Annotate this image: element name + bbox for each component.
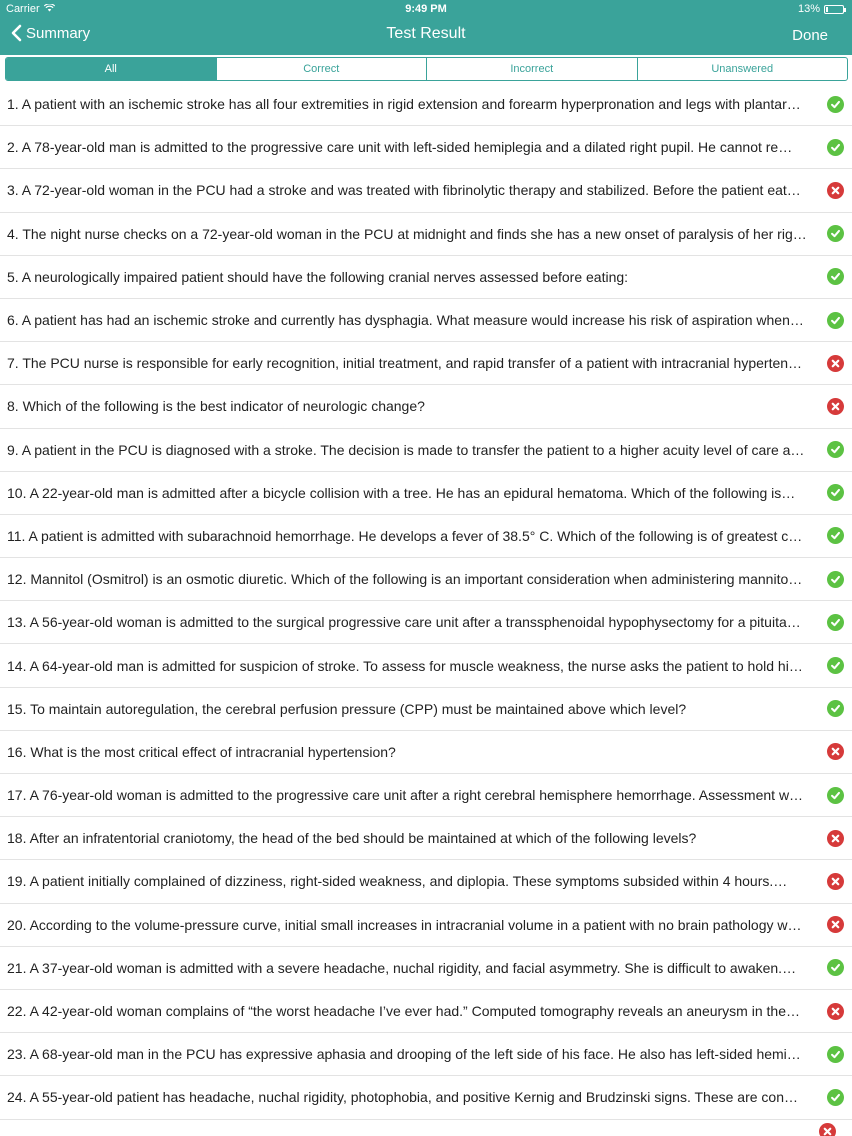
cross-icon	[819, 1123, 836, 1136]
question-row[interactable]	[0, 429, 852, 472]
question-row[interactable]	[0, 126, 852, 169]
question-row[interactable]	[0, 688, 852, 731]
check-icon	[827, 614, 844, 631]
question-text: 7. The PCU nurse is responsible for early recognition, initial treatment, and rapid transfer of a patient with intracranial hyperten…	[7, 355, 803, 372]
question-text: 1. A patient with an ischemic stroke has all four extremities in rigid extension and forearm hyperpronation and legs with plantar…	[7, 96, 801, 113]
question-text: 19. A patient initially complained of dizziness, right-sided weakness, and diplopia. These symptoms subsided within 4 hours.…	[7, 873, 788, 890]
question-row[interactable]	[0, 817, 852, 860]
check-icon	[827, 268, 844, 285]
segment-correct[interactable]: Correct	[217, 58, 428, 80]
question-text: 23. A 68-year-old man in the PCU has expressive aphasia and drooping of the left side of his face. He also has left-sided hemi…	[7, 1046, 801, 1063]
check-icon	[827, 571, 844, 588]
question-text: 17. A 76-year-old woman is admitted to the progressive care unit after a right cerebral hemisphere hemorrhage. Assessment w…	[7, 787, 804, 804]
filter-segmented-control	[5, 57, 848, 81]
battery-icon	[824, 5, 844, 14]
question-row[interactable]	[0, 1076, 852, 1119]
question-text: 8. Which of the following is the best indicator of neurologic change?	[7, 398, 425, 415]
back-label: Summary	[26, 24, 91, 42]
segment-all[interactable]: All	[6, 58, 217, 80]
question-row[interactable]	[0, 774, 852, 817]
question-text: 15. To maintain autoregulation, the cerebral perfusion pressure (CPP) must be maintained above which level?	[7, 700, 687, 717]
check-icon	[827, 312, 844, 329]
cross-icon	[827, 916, 844, 933]
question-text: 5. A neurologically impaired patient should have the following cranial nerves assessed before eating:	[7, 268, 629, 285]
check-icon	[827, 959, 844, 976]
question-text: 2. A 78-year-old man is admitted to the progressive care unit with left-sided hemiplegia and a dilated right pupil. He cannot re…	[7, 139, 793, 156]
question-row[interactable]	[0, 342, 852, 385]
question-text: 21. A 37-year-old woman is admitted with a severe headache, nuchal rigidity, and facial asymmetry. She is difficult to awaken.…	[7, 959, 797, 976]
status-time: 9:49 PM	[405, 3, 447, 15]
question-row[interactable]	[0, 990, 852, 1033]
status-right	[798, 3, 844, 15]
battery-percent: 13%	[797, 3, 820, 15]
cross-icon	[827, 182, 844, 199]
question-row[interactable]	[0, 385, 852, 428]
header	[0, 0, 852, 55]
question-row[interactable]	[0, 860, 852, 903]
question-row[interactable]	[0, 169, 852, 212]
check-icon	[827, 225, 844, 242]
cross-icon	[827, 1003, 844, 1020]
question-row-partial[interactable]	[0, 1120, 852, 1136]
question-row[interactable]	[0, 256, 852, 299]
back-button[interactable]	[10, 24, 90, 42]
question-text: 12. Mannitol (Osmitrol) is an osmotic diuretic. Which of the following is an important consideration when administering mannito…	[7, 571, 803, 588]
question-row[interactable]	[0, 515, 852, 558]
segment-incorrect[interactable]: Incorrect	[427, 58, 638, 80]
question-text: 9. A patient in the PCU is diagnosed with a stroke. The decision is made to transfer the patient to a higher acuity level of care a…	[7, 441, 805, 458]
question-row[interactable]	[0, 601, 852, 644]
carrier-label: Carrier	[6, 3, 40, 15]
question-text: 10. A 22-year-old man is admitted after a bicycle collision with a tree. He has an epidural hematoma. Which of the following is…	[7, 484, 796, 501]
question-text: 6. A patient has had an ischemic stroke and currently has dysphagia. What measure would increase his risk of aspiration when…	[7, 312, 804, 329]
question-text: 11. A patient is admitted with subarachnoid hemorrhage. He develops a fever of 38.5° C. Which of the following is of greatest c…	[7, 527, 803, 544]
question-text: 13. A 56-year-old woman is admitted to the surgical progressive care unit after a transsphenoidal hypophysectomy for a pituita…	[7, 614, 801, 631]
status-bar	[0, 0, 852, 18]
question-row[interactable]	[0, 1033, 852, 1076]
chevron-left-icon	[10, 24, 22, 42]
done-button[interactable]: Done	[792, 27, 828, 44]
question-text: 18. After an infratentorial craniotomy, the head of the bed should be maintained at which of the following levels?	[7, 830, 697, 847]
question-row[interactable]	[0, 83, 852, 126]
question-text: 4. The night nurse checks on a 72-year-old woman in the PCU at midnight and finds she has a new onset of paralysis of her rig…	[7, 225, 807, 242]
cross-icon	[827, 355, 844, 372]
check-icon	[827, 527, 844, 544]
question-text: 20. According to the volume-pressure curve, initial small increases in intracranial volume in a patient with no brain pathology w…	[7, 916, 802, 933]
check-icon	[827, 441, 844, 458]
cross-icon	[827, 830, 844, 847]
check-icon	[827, 657, 844, 674]
question-row[interactable]	[0, 644, 852, 687]
check-icon	[827, 484, 844, 501]
battery-fill	[826, 7, 828, 12]
cross-icon	[827, 398, 844, 415]
question-row[interactable]	[0, 558, 852, 601]
question-text: 16. What is the most critical effect of intracranial hypertension?	[7, 743, 396, 760]
question-row[interactable]	[0, 904, 852, 947]
check-icon	[827, 700, 844, 717]
question-list	[0, 83, 852, 1136]
page-title: Test Result	[386, 25, 466, 42]
check-icon	[827, 96, 844, 113]
question-text: 24. A 55-year-old patient has headache, nuchal rigidity, photophobia, and positive Kernig and Brudzinski signs. These are con…	[7, 1089, 798, 1106]
question-row[interactable]	[0, 947, 852, 990]
check-icon	[827, 1046, 844, 1063]
question-row[interactable]	[0, 299, 852, 342]
segment-unanswered[interactable]: Unanswered	[711, 63, 774, 75]
question-row[interactable]	[0, 213, 852, 256]
question-text: 14. A 64-year-old man is admitted for suspicion of stroke. To assess for muscle weakness, the nurse asks the patient to hold hi…	[7, 657, 803, 674]
question-text: 3. A 72-year-old woman in the PCU had a stroke and was treated with fibrinolytic therapy and stabilized. Before the patient eat…	[7, 182, 801, 199]
question-row[interactable]	[0, 472, 852, 515]
cross-icon	[827, 743, 844, 760]
check-icon	[827, 139, 844, 156]
question-row[interactable]	[0, 731, 852, 774]
check-icon	[827, 787, 844, 804]
question-text: 22. A 42-year-old woman complains of “the worst headache I’ve ever had.” Computed tomography reveals an aneurysm in the…	[7, 1003, 800, 1020]
check-icon	[827, 1089, 844, 1106]
cross-icon	[827, 873, 844, 890]
